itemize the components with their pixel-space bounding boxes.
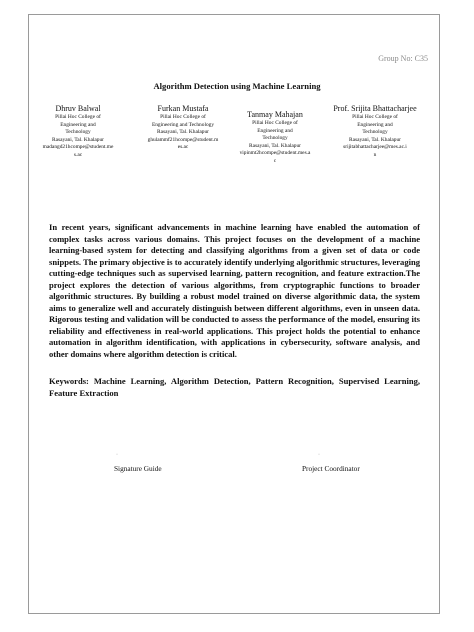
author-email: n xyxy=(373,151,377,158)
author-2 xyxy=(139,104,227,152)
author-affiliation-line: Engineering and Technology xyxy=(151,121,215,128)
author-name: Dhruv Balwal xyxy=(55,104,101,113)
author-affiliation-line: Pillai Hoc College of xyxy=(160,114,206,120)
author-affiliation-line: Technology xyxy=(262,135,288,141)
author-email: s.ac xyxy=(73,151,83,158)
author-affiliation-line: Rasayani, Tal. Khalapur xyxy=(349,136,401,143)
author-email: c xyxy=(273,157,277,164)
author-name: Furkan Mustafa xyxy=(157,104,209,113)
author-email: vipinmt2hcompe@student.mes.a xyxy=(239,150,311,156)
signature-mark: · xyxy=(318,452,320,458)
signature-mark: · xyxy=(116,452,118,458)
author-1 xyxy=(34,104,122,159)
document-title: Algorithm Detection using Machine Learning xyxy=(153,81,321,91)
author-affiliation-line: Engineering and xyxy=(60,121,96,128)
author-name: Tanmay Mahajan xyxy=(247,110,303,119)
author-name: Prof. Srijita Bhattacharjee xyxy=(333,104,417,113)
project-coordinator-label: Project Coordinator xyxy=(302,464,360,473)
author-affiliation-line: Pillai Hoc College of xyxy=(352,114,398,120)
author-affiliation-line: Pillai Hoc College of xyxy=(252,120,298,126)
keywords-paragraph: Keywords: Machine Learning, Algorithm Detection, Pattern Recognition, Supervised Learning, Feature Extraction xyxy=(49,376,420,398)
author-email: ghulammf21hcompe@student.m xyxy=(147,136,219,143)
author-affiliation-line: Engineering and xyxy=(257,127,293,134)
author-email: es.ac xyxy=(177,144,189,150)
author-affiliation-line: Rasayani, Tal. Khalapur xyxy=(52,136,104,143)
author-affiliation-line: Pillai Hoc College of xyxy=(55,114,101,120)
author-4 xyxy=(327,104,423,159)
author-email: srijitabhattacharjee@mes.ac.i xyxy=(343,144,407,150)
group-number: Group No: C35 xyxy=(378,54,428,63)
signature-guide-label: Signature Guide xyxy=(114,464,162,473)
author-3 xyxy=(231,110,319,165)
author-affiliation-line: Technology xyxy=(65,129,91,135)
author-affiliation-line: Rasayani, Tal. Khalapur xyxy=(157,129,209,135)
author-affiliation-line: Technology xyxy=(362,129,388,135)
author-affiliation-line: Engineering and xyxy=(357,121,393,128)
abstract-paragraph: In recent years, significant advancements in machine learning have enabled the automation of complex tasks across various domains. This project focuses on the development of a machine learning-based system for detecting and classifying algorithms from a given set of data or code snippets. The primary objective is to accurately identify underlying algorithmic structures, leveraging cutting-edge techniques such as supervised learning, pattern recognition, and feature extraction.The project explores the detection of various algorithms, from cryptographic functions to broader algorithmic structures. By building a robust model trained on diverse algorithmic data, the system aims to generalize well and accurately distinguish between different algorithms, even in unseen data. Rigorous testing and validation will be conducted to assess the performance of the model, ensuring its reliability and effectiveness in real-world applications. This project holds the potential to enhance automation in algorithm identification, with applications in cybersecurity, software analysis, and other domains where algorithm detection is critical. xyxy=(49,222,420,359)
author-email: madangd21hcompe@student.me xyxy=(42,144,114,150)
author-affiliation-line: Rasayani, Tal. Khalapur xyxy=(249,142,301,149)
